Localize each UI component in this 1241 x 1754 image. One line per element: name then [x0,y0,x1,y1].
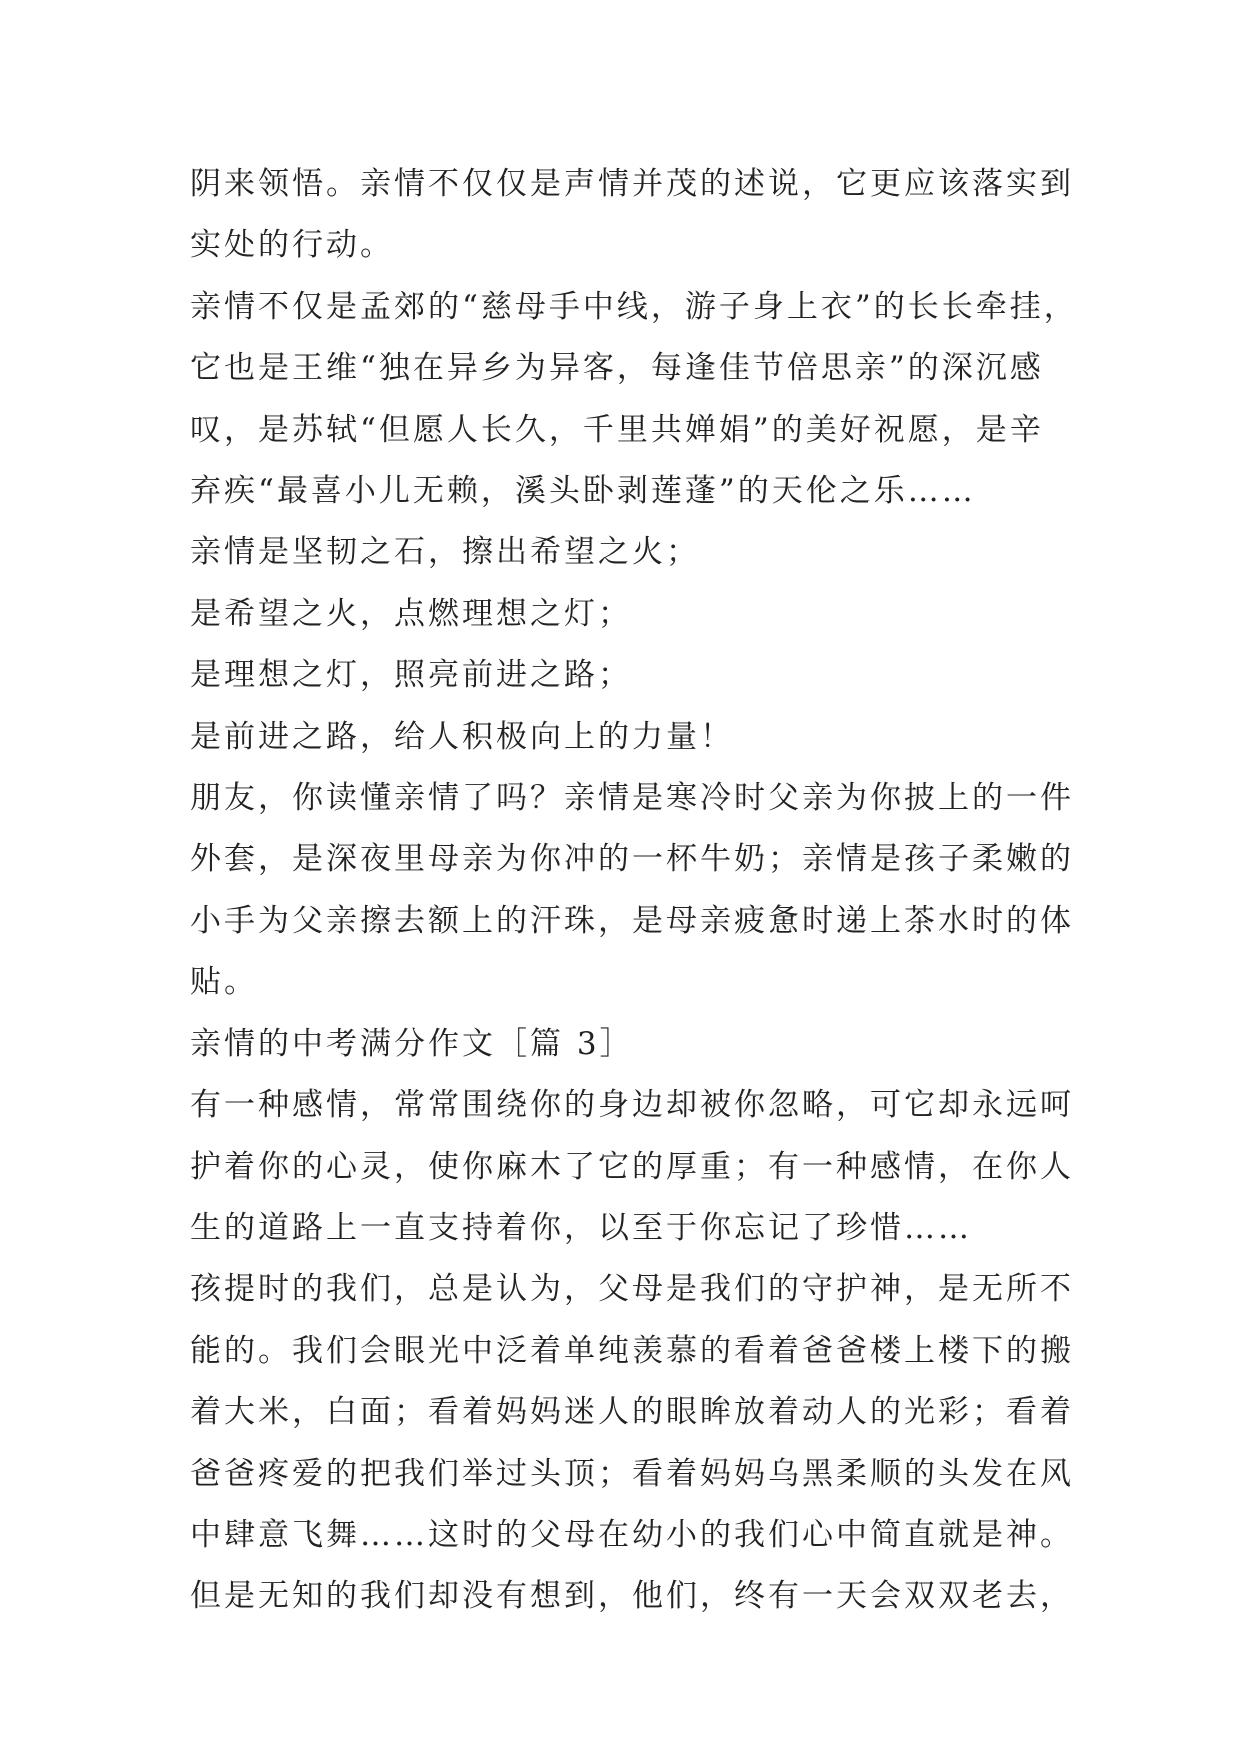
text-line: 亲情不仅是孟郊的“慈母手中线，游子身上衣”的长长牵挂， [190,288,1078,325]
text-line: 叹，是苏轼“但愿人长久，千里共婵娟”的美好祝愿，是辛 [190,411,1044,448]
text-line: 外套，是深夜里母亲为你冲的一杯牛奶；亲情是孩子柔嫩的 [190,841,1074,878]
text-line: 护着你的心灵，使你麻木了它的厚重；有一种感情，在你人 [190,1148,1074,1185]
text-line: 孩提时的我们，总是认为，父母是我们的守护神，是无所不 [190,1271,1074,1308]
text-line: 它也是王维“独在异乡为异客，每逢佳节倍思亲”的深沉感 [190,350,1044,387]
text-line: 实处的行动。 [190,227,394,264]
text-line: 但是无知的我们却没有想到，他们，终有一天会双双老去， [190,1578,1074,1615]
text-line: 小手为父亲擦去额上的汗珠，是母亲疲惫时递上茶水时的体 [190,902,1074,939]
body-text [190,154,1090,1628]
text-line: 是希望之火，点燃理想之灯； [190,595,632,632]
text-line: 有一种感情，常常围绕你的身边却被你忽略，可它却永远呵 [190,1087,1074,1124]
text-line: 亲情是坚韧之石，擦出希望之火； [190,534,700,571]
text-line: 中肆意飞舞……这时的父母在幼小的我们心中简直就是神。 [190,1516,1074,1553]
text-line: 弃疾“最喜小儿无赖，溪头卧剥莲蓬”的天伦之乐…… [190,473,976,510]
text-line: 生的道路上一直支持着你，以至于你忘记了珍惜…… [190,1209,972,1246]
text-line: 贴。 [190,964,258,1001]
text-line: 阴来领悟。亲情不仅仅是声情并茂的述说，它更应该落实到 [190,166,1074,202]
text-line: 是前进之路，给人积极向上的力量！ [190,718,734,755]
section-heading: 亲情的中考满分作文［篇 3］ [190,1025,634,1062]
text-line: 爸爸疼爱的把我们举过头顶；看着妈妈乌黑柔顺的头发在风 [190,1455,1074,1492]
text-line: 着大米，白面；看着妈妈迷人的眼眸放着动人的光彩；看着 [190,1394,1074,1431]
text-line: 能的。我们会眼光中泛着单纯羡慕的看着爸爸楼上楼下的搬 [190,1332,1074,1369]
text-line: 是理想之灯，照亮前进之路； [190,657,632,694]
text-line: 朋友，你读懂亲情了吗？亲情是寒冷时父亲为你披上的一件 [190,780,1074,817]
